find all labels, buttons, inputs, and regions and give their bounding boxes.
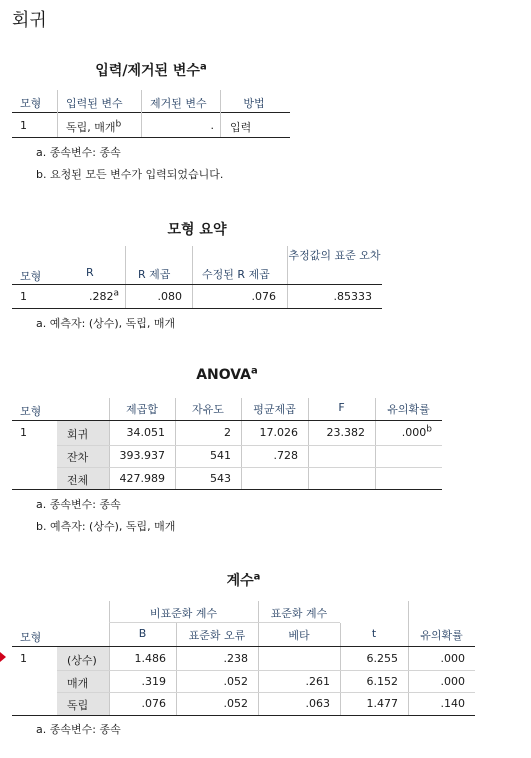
header-r-square: R 제곱 <box>138 268 171 281</box>
cell-sig: .000 <box>440 652 465 665</box>
row-divider <box>57 467 442 468</box>
selection-marker-icon <box>0 652 6 662</box>
column-divider <box>220 90 221 137</box>
cell-model: 1 <box>20 426 27 439</box>
cell-df: 543 <box>210 472 231 485</box>
cell-beta: .063 <box>305 697 330 710</box>
cell-t: 1.477 <box>366 697 398 710</box>
cell-sum-of-squares: 34.051 <box>126 426 165 439</box>
cell-b: .319 <box>141 675 166 688</box>
footnote: a. 종속변수: 종속 <box>36 146 121 159</box>
row-divider <box>57 692 475 693</box>
group-header-standardized: 표준화 계수 <box>270 607 328 620</box>
header-sum-of-squares: 제곱합 <box>126 403 158 416</box>
footnote: a. 종속변수: 종속 <box>36 498 121 511</box>
cell-sig: .000$^b$ <box>401 424 432 439</box>
header-mean-square: 평균제곱 <box>253 403 296 416</box>
table-rule <box>12 137 290 138</box>
cell-sum-of-squares: 427.989 <box>119 472 165 485</box>
footnote: b. 요청된 모든 변수가 입력되었습니다. <box>36 168 224 181</box>
column-divider <box>57 90 58 137</box>
cell-sum-of-squares: 393.937 <box>119 449 165 462</box>
cell-std-error: .238 <box>223 652 248 665</box>
header-beta: 베타 <box>288 629 310 642</box>
header-t: t <box>371 627 377 640</box>
header-sig: 유의확률 <box>387 403 430 416</box>
footnote-marker: a <box>199 61 207 73</box>
cell-beta: .261 <box>305 675 330 688</box>
cell-std-error: .85333 <box>333 290 372 303</box>
column-divider <box>408 601 409 715</box>
header-model: 모형 <box>20 97 42 110</box>
page-title: 회귀 <box>12 10 47 31</box>
header-method: 방법 <box>243 97 265 110</box>
table-title: 모형 요약 <box>167 222 227 238</box>
group-header-unstandardized: 비표준화 계수 <box>149 607 218 620</box>
cell-entered: 독립, 매개$^b$ <box>66 119 122 134</box>
cell-t: 6.255 <box>366 652 398 665</box>
cell-sig: .000 <box>440 675 465 688</box>
table-rule <box>12 420 442 421</box>
column-divider <box>192 246 193 308</box>
row-divider <box>57 445 442 446</box>
column-divider <box>125 246 126 308</box>
row-label: 매개 <box>67 677 89 690</box>
header-model: 모형 <box>20 405 42 418</box>
header-std-error: 표준화 오류 <box>188 629 246 642</box>
cell-r-square: .080 <box>157 290 182 303</box>
header-b: B <box>138 627 147 640</box>
footnote: a. 예측자: (상수), 독립, 매개 <box>36 317 176 330</box>
header-model: 모형 <box>20 270 42 283</box>
header-f: F <box>338 401 345 414</box>
cell-b: .076 <box>141 697 166 710</box>
table-rule <box>12 489 442 490</box>
table-rule <box>12 308 382 309</box>
row-label: 전체 <box>67 474 89 487</box>
row-divider <box>57 670 475 671</box>
row-label: 잔차 <box>67 451 89 464</box>
table-rule <box>12 284 382 285</box>
footnote: b. 예측자: (상수), 독립, 매개 <box>36 520 176 533</box>
table-rule <box>12 112 290 113</box>
cell-std-error: .052 <box>223 697 248 710</box>
header-sig: 유의확률 <box>420 629 463 642</box>
header-entered: 입력된 변수 <box>66 97 123 110</box>
header-std-error: 추정값의 표준 오차 <box>288 249 381 262</box>
cell-t: 6.152 <box>366 675 398 688</box>
cell-model: 1 <box>20 652 27 665</box>
cell-mean-square: .728 <box>273 449 298 462</box>
cell-mean-square: 17.026 <box>259 426 298 439</box>
table-title: ANOVA$^a$ <box>196 365 258 383</box>
cell-sig: .140 <box>440 697 465 710</box>
footnote-marker: a <box>251 365 258 377</box>
group-divider <box>109 622 340 623</box>
header-model: 모형 <box>20 631 42 644</box>
row-label: 회귀 <box>67 428 89 441</box>
header-removed: 제거된 변수 <box>150 97 207 110</box>
cell-df: 2 <box>224 426 231 439</box>
cell-model: 1 <box>20 119 27 132</box>
cell-adjusted-r-square: .076 <box>251 290 276 303</box>
cell-df: 541 <box>210 449 231 462</box>
table-rule <box>12 715 475 716</box>
cell-method: 입력 <box>230 121 252 134</box>
cell-removed: . <box>210 119 214 132</box>
row-label: 독립 <box>67 699 89 712</box>
header-r: R <box>86 266 94 279</box>
cell-b: 1.486 <box>134 652 166 665</box>
footnote: a. 종속변수: 종속 <box>36 723 121 736</box>
cell-model: 1 <box>20 290 27 303</box>
row-label: (상수) <box>67 654 97 667</box>
cell-std-error: .052 <box>223 675 248 688</box>
column-divider <box>141 90 142 137</box>
table-title: 계수$^a$ <box>226 571 261 589</box>
cell-r: .282$^a$ <box>88 288 119 303</box>
cell-f: 23.382 <box>326 426 365 439</box>
header-adjusted-r-square: 수정된 R 제곱 <box>202 268 270 281</box>
table-title: 입력/제거된 변수$^a$ <box>95 61 207 79</box>
header-df: 자유도 <box>192 403 224 416</box>
footnote-marker: a <box>253 571 261 583</box>
table-rule <box>12 646 475 647</box>
